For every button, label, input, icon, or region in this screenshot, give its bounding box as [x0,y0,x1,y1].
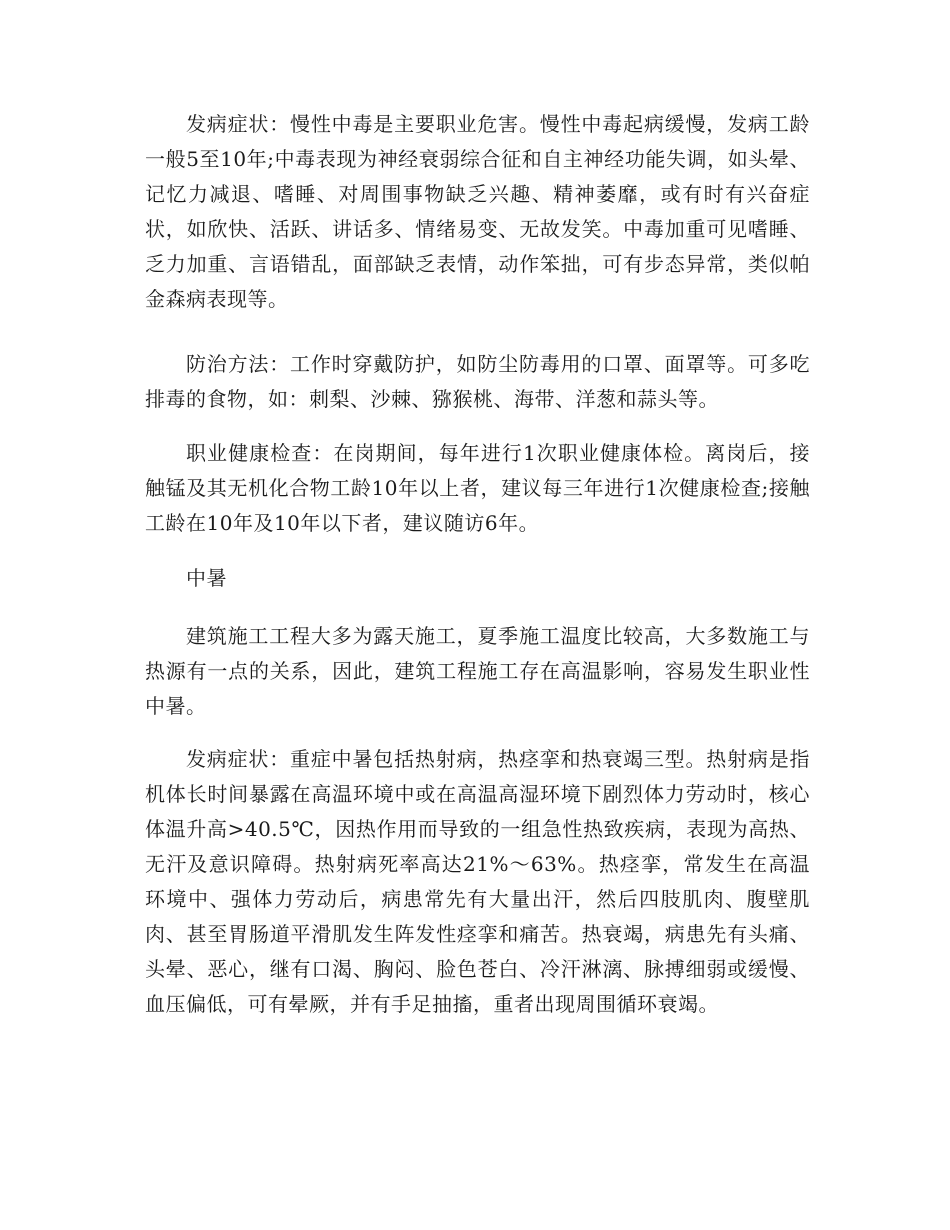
paragraph-health-examination: 职业健康检查：在岗期间，每年进行1次职业健康体检。离岗后，接触锰及其无机化合物工龄10年以上者，建议每三年进行1次健康检查;接触工龄在10年及10年以下者，建议随访6年。 [145,441,810,535]
paragraph-manganese-symptoms: 发病症状：慢性中毒是主要职业危害。慢性中毒起病缓慢，发病工龄一般5至10年;中毒表现为神经衰弱综合征和自主神经功能失调，如头晕、记忆力减退、嗜睡、对周围事物缺乏兴趣、精神萎靡，或有时有兴奋症状，如欣快、活跃、讲话多、情绪易变、无故发笑。中毒加重可见嗜睡、乏力加重、言语错乱，面部缺乏表情，动作笨拙，可有步态异常，类似帕金森病表现等。 [145,112,810,311]
paragraph-heatstroke-symptoms: 发病症状：重症中暑包括热射病，热痉挛和热衰竭三型。热射病是指机体长时间暴露在高温环境中或在高温高湿环境下剧烈体力劳动时，核心体温升高>40.5℃，因热作用而导致的一组急性热致疾病，表现为高热、无汗及意识障碍。热射病死率高达21%～63%。热痉挛，常发生在高温环境中、强体力劳动后，病患常先有大量出汗，然后四肢肌肉、腹壁肌肉、甚至胃肠道平滑肌发生阵发性痉挛和痛苦。热衰竭，病患先有头痛、头晕、恶心，继有口渴、胸闷、脸色苍白、冷汗淋漓、脉搏细弱或缓慢、血压偏低，可有晕厥，并有手足抽搐，重者出现周围循环衰竭。 [145,747,810,1016]
paragraph-prevention-methods: 防治方法：工作时穿戴防护，如防尘防毒用的口罩、面罩等。可多吃排毒的食物，如：刺梨、沙棘、猕猴桃、海带、洋葱和蒜头等。 [145,352,810,411]
section-heading-heatstroke: 中暑 [186,566,227,590]
paragraph-heatstroke-intro: 建筑施工工程大多为露天施工，夏季施工温度比较高，大多数施工与热源有一点的关系，因此，建筑工程施工存在高温影响，容易发生职业性中暑。 [145,624,810,718]
